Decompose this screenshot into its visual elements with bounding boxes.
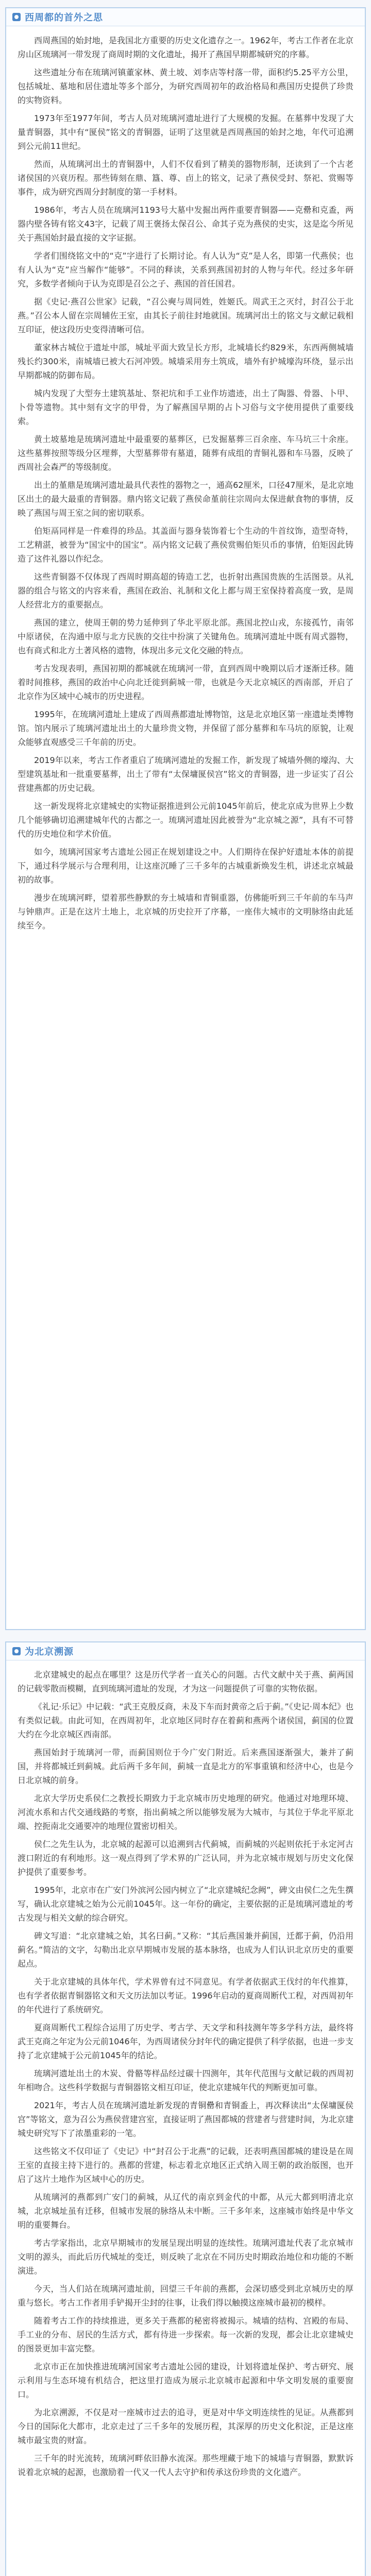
paragraph: 北京建城史的起点在哪里？这是历代学者一直关心的问题。古代文献中关于燕、蓟两国的记载零散而模糊，直到琉璃河遗址的发现，才为这一问题提供了可靠的实物依据。 — [18, 1670, 353, 1693]
paragraph: 今天，当人们站在琉璃河遗址前，回望三千年前的燕都，会深切感受到北京城历史的厚重与悠长。考古工作者用手铲揭开尘封的往事，让我们得以触摸这座城市最初的模样。 — [18, 2284, 353, 2308]
section-header — [6, 8, 365, 26]
section-card-beijing-origin — [5, 1641, 366, 2576]
paragraph: 碑文写道：“北京建城之始，其名曰蓟。”又称：“其后燕国兼并蓟国，迁都于蓟，仍沿用蓟名。”简洁的文字，勾勒出北京早期城市发展的基本脉络，也成为人们认识北京历史的重要起点。 — [18, 1931, 353, 1969]
paragraph: 2019年以来，考古工作者重启了琉璃河遗址的发掘工作，新发现了城墙外侧的壕沟、大型建筑基址和一批重要墓葬，出土了带有“太保墉匽侯宫”铭文的青铜器，进一步证实了召公营建燕都的历史记载。 — [18, 755, 353, 793]
paragraph: 出土的堇鼎是琉璃河遗址最具代表性的器物之一，通高62厘米，口径47厘米，是北京地区出土的最大最重的青铜器。鼎内铭文记载了燕侯命堇前往宗周向太保进献食物的事情，反映了燕国与周王室之间的密切联系。 — [18, 480, 353, 518]
section-body — [6, 1660, 365, 2492]
section-header — [6, 1642, 365, 1660]
paragraph: 2021年，考古人员在琉璃河遗址新发现的青铜罍和青铜盉上，再次释读出“太保墉匽侯宫”等铭文，意为召公为燕侯营建宫室，直接证明了燕国都城的营建者与营建时间，为北京建城史研究写下了浓墨重彩的一笔。 — [18, 2100, 353, 2138]
paragraph: 侯仁之先生认为，北京城的起源可以追溯到古代蓟城，而蓟城的兴起则依托于永定河古渡口附近的有利地形。这一观点得到了学术界的广泛认同，并为北京城市规划与历史文化保护提供了重要参考。 — [18, 1839, 353, 1877]
paragraph: 这些铭文不仅印证了《史记》中“封召公于北燕”的记载，还表明燕国都城的建设是在周王室的直接主持下进行的。燕都的营建，标志着北京地区正式纳入周王朝的政治版图，也开启了这片土地作为区域中心的历史。 — [18, 2146, 353, 2184]
paragraph: 西周燕国的始封地，是我国北方重要的历史文化遗存之一。1962年，考古工作者在北京房山区琉璃河一带发现了商周时期的文化遗址，揭开了燕国早期都城研究的序幕。 — [18, 36, 353, 59]
paragraph: 《礼记·乐记》中记载：“武王克殷反商，未及下车而封黄帝之后于蓟。”《史记·周本纪》也有类似记载。由此可知，在西周初年，北京地区同时存在着蓟和燕两个诸侯国，蓟国的位置大约在今北京城区西南部。 — [18, 1702, 353, 1739]
paragraph: 关于北京建城的具体年代，学术界曾有过不同意见。有学者依据武王伐纣的年代推算，也有学者依据青铜器铭文和天文历法加以考证。1996年启动的夏商周断代工程，对西周初年的年代进行了系统研究。 — [18, 1977, 353, 2014]
paragraph: 然而，从琉璃河出土的青铜器中，人们不仅看到了精美的器物形制，还读到了一个古老诸侯国的兴衰历程。那些铸刻在鼎、簋、尊、卣上的铭文，记录了燕侯受封、祭祀、赏赐等事件，成为研究西周分封制度的第一手材料。 — [18, 159, 353, 197]
paragraph: 琉璃河遗址出土的木炭、骨骼等样品经过碳十四测年，其年代范围与文献记载的西周初年相吻合。这些科学数据与青铜器铭文相互印证，使北京建城年代的判断更加可靠。 — [18, 2069, 353, 2092]
paragraph: 燕国的建立，使周王朝的势力延伸到了华北平原北部。燕国北控山戎，东接孤竹，南邻中原诸侯，在沟通中原与北方民族的交往中扮演了关键角色。琉璃河遗址中既有周式器物，也有商式和北方土著风格的遗物，体现出多元文化交融的特点。 — [18, 618, 353, 655]
paragraph: 黄土坡墓地是琉璃河遗址中最重要的墓葬区，已发掘墓葬三百余座、车马坑三十余座。这些墓葬按照等级分区埋葬，大型墓葬带有墓道，随葬有成组的青铜礼器和车马器，反映了西周社会森严的等级制度。 — [18, 434, 353, 472]
paragraph: 1995年，北京市在广安门外滨河公园内树立了“北京建城纪念阙”，碑文由侯仁之先生撰写，确认北京建城之始为公元前1045年。这一年份的确定，主要依据的正是琉璃河遗址的考古发现与相关文献的综合研究。 — [18, 1885, 353, 1923]
paragraph: 三千年的时光流转，琉璃河畔依旧静水流深。那些埋藏于地下的城墙与青铜器，默默诉说着北京城的起源，也激励着一代又一代人去守护和传承这份珍贵的文化遗产。 — [18, 2453, 353, 2477]
paragraph: 北京大学历史系侯仁之教授长期致力于北京城市历史地理的研究。他通过对地理环境、河流水系和古代交通线路的考察，指出蓟城之所以能够发展为大城市，与其位于华北平原北端、控扼南北交通要冲的地理位置密切相关。 — [18, 1793, 353, 1831]
paragraph: 漫步在琉璃河畔，望着那些静默的夯土城墙和青铜重器，仿佛能听到三千年前的车马声与钟鼎声。正是在这片土地上，北京城的历史拉开了序幕，一座伟大城市的文明脉络由此延续至今。 — [18, 893, 353, 930]
section-title: 西周都的首外之思 — [25, 12, 103, 23]
paragraph: 1986年，考古人员在琉璃河1193号大墓中发掘出两件重要青铜器——克罍和克盉，两器内壁各铸有铭文43字，记载了周王褒扬太保召公、命其子克为燕侯的史实，这是迄今所见关于燕国始封最直接的文字证据。 — [18, 205, 353, 243]
paragraph: 董家林古城位于遗址中部，城址平面大致呈长方形，北城墙长约829米，东西两侧城墙残长约300米，南城墙已被大石河冲毁。城墙采用夯土筑成，墙外有护城壕沟环绕，显示出早期都城的防御布局。 — [18, 343, 353, 380]
section-title: 为北京溯源 — [25, 1647, 74, 1657]
paragraph: 伯矩鬲同样是一件难得的珍品。其盖面与器身装饰着七个生动的牛首纹饰，造型奇特，工艺精湛，被誉为“国宝中的国宝”。鬲内铭文记载了燕侯赏赐伯矩贝币的事情，伯矩因此铸造了这件礼器以作纪念。 — [18, 526, 353, 564]
paragraph: 从琉璃河的燕都到广安门的蓟城，从辽代的南京到金代的中都，从元大都到明清北京城，北京城址虽有迁移，但城市发展的脉络从未中断。三千多年来，这座城市始终是中华文明的重要舞台。 — [18, 2192, 353, 2230]
paragraph: 燕国始封于琉璃河一带，而蓟国则位于今广安门附近。后来燕国逐渐强大，兼并了蓟国，并将都城迁到蓟城。此后两千多年间，蓟城一直是北方的军事重镇和经济中心，也是今日北京城的前身。 — [18, 1748, 353, 1785]
paragraph: 如今，琉璃河国家考古遗址公园正在规划建设之中。人们期待在保护好遗址本体的前提下，通过科学展示与合理利用，让这座沉睡了三千多年的古城重新焕发生机，讲述北京城最初的故事。 — [18, 847, 353, 885]
paragraph: 随着考古工作的持续推进，更多关于燕都的秘密将被揭示。城墙的结构、宫殿的布局、手工业的分布、居民的生活方式，都有待进一步探索。每一次新的发现，都会让北京建城史的图景更加丰富完整。 — [18, 2316, 353, 2353]
paragraph: 夏商周断代工程综合运用了历史学、考古学、天文学和科技测年等多学科方法，最终将武王克商之年定为公元前1046年，为西周诸侯分封年代的确定提供了科学依据，也进一步支持了北京建城于公元前1045年的结论。 — [18, 2023, 353, 2060]
paragraph: 这一新发现将北京建城史的实物证据推进到公元前1045年前后，使北京成为世界上少数几个能够确切追溯建城年代的古都之一。琉璃河遗址因此被誉为“北京城之源”，具有不可替代的历史地位和学术价值。 — [18, 801, 353, 839]
paragraph: 1973年至1977年间，考古人员对琉璃河遗址进行了大规模的发掘。在墓葬中发现了大量青铜器，其中有“匽侯”铭文的青铜器，证明了这里就是西周燕国的始封之地，年代可追溯到公元前11世纪。 — [18, 113, 353, 151]
section-marker-icon — [12, 1647, 21, 1655]
section-marker-icon — [12, 13, 21, 21]
paragraph: 为北京溯源，不仅是对一座城市过去的追寻，更是对中华文明连续性的见证。从燕都到今日的国际化大都市，北京走过了三千多年的发展历程，其深厚的历史文化积淀，正是这座城市最宝贵的财富。 — [18, 2408, 353, 2445]
paragraph: 考古学家指出，北京早期城市的发展呈现出明显的连续性。琉璃河遗址代表了北京城市文明的源头，而此后历代城址的变迁，则反映了北京在不同历史时期政治地位和功能的不断演进。 — [18, 2238, 353, 2276]
paragraph: 城内发现了大型夯土建筑基址、祭祀坑和手工业作坊遗迹，出土了陶器、骨器、卜甲、卜骨等遗物。其中刻有文字的甲骨，为了解燕国早期的占卜习俗与文字使用提供了重要线索。 — [18, 388, 353, 426]
paragraph: 这些遗址分布在琉璃河镇董家林、黄土坡、刘李店等村落一带，面积约5.25平方公里，包括城址、墓地和居住遗址等多个部分，为研究西周初年的政治格局和燕国历史提供了珍贵的实物资料。 — [18, 67, 353, 105]
section-body — [6, 26, 365, 945]
paragraph: 据《史记·燕召公世家》记载，“召公奭与周同姓，姓姬氏。周武王之灭纣，封召公于北燕。”召公本人留在宗周辅佐王室，由其长子前往封地就国。琉璃河出土的铭文与文献记载相互印证，使这段历史变得清晰可信。 — [18, 297, 353, 334]
section-card-western-zhou — [5, 7, 366, 1630]
paragraph: 北京市正在加快推进琉璃河国家考古遗址公园的建设，计划将遗址保护、考古研究、展示利用与生态环境有机结合，把这里打造成为展示北京城市起源和中华文明发展的重要窗口。 — [18, 2362, 353, 2399]
paragraph: 这些青铜器不仅体现了西周时期高超的铸造工艺，也折射出燕国贵族的生活图景。从礼器的组合与铭文的内容来看，燕国在政治、礼制和文化上都与周王室保持着高度一致，是周人经营北方的重要据点。 — [18, 572, 353, 609]
paragraph: 考古发现表明，燕国初期的都城就在琉璃河一带，直到西周中晚期以后才逐渐迁移。随着时间推移，燕国的政治中心向北迁徙到蓟城一带，也就是今天北京城区的西南部，开启了北京作为区域中心城市的历史进程。 — [18, 664, 353, 701]
paragraph: 1995年，在琉璃河遗址上建成了西周燕都遗址博物馆，这是北京地区第一座遗址类博物馆。馆内展示了琉璃河遗址出土的大量珍贵文物，并保留了部分墓葬和车马坑的原貌，让观众能够直观感受三千年前的历史。 — [18, 709, 353, 747]
paragraph: 学者们围绕铭文中的“克”字进行了长期讨论。有人认为“克”是人名，即第一代燕侯；也有人认为“克”应当解作“能够”。不同的释读，关系到燕国初封的人物与年代。经过多年研究，多数学者倾向于认为克即是召公之子、燕国的首任国君。 — [18, 251, 353, 289]
